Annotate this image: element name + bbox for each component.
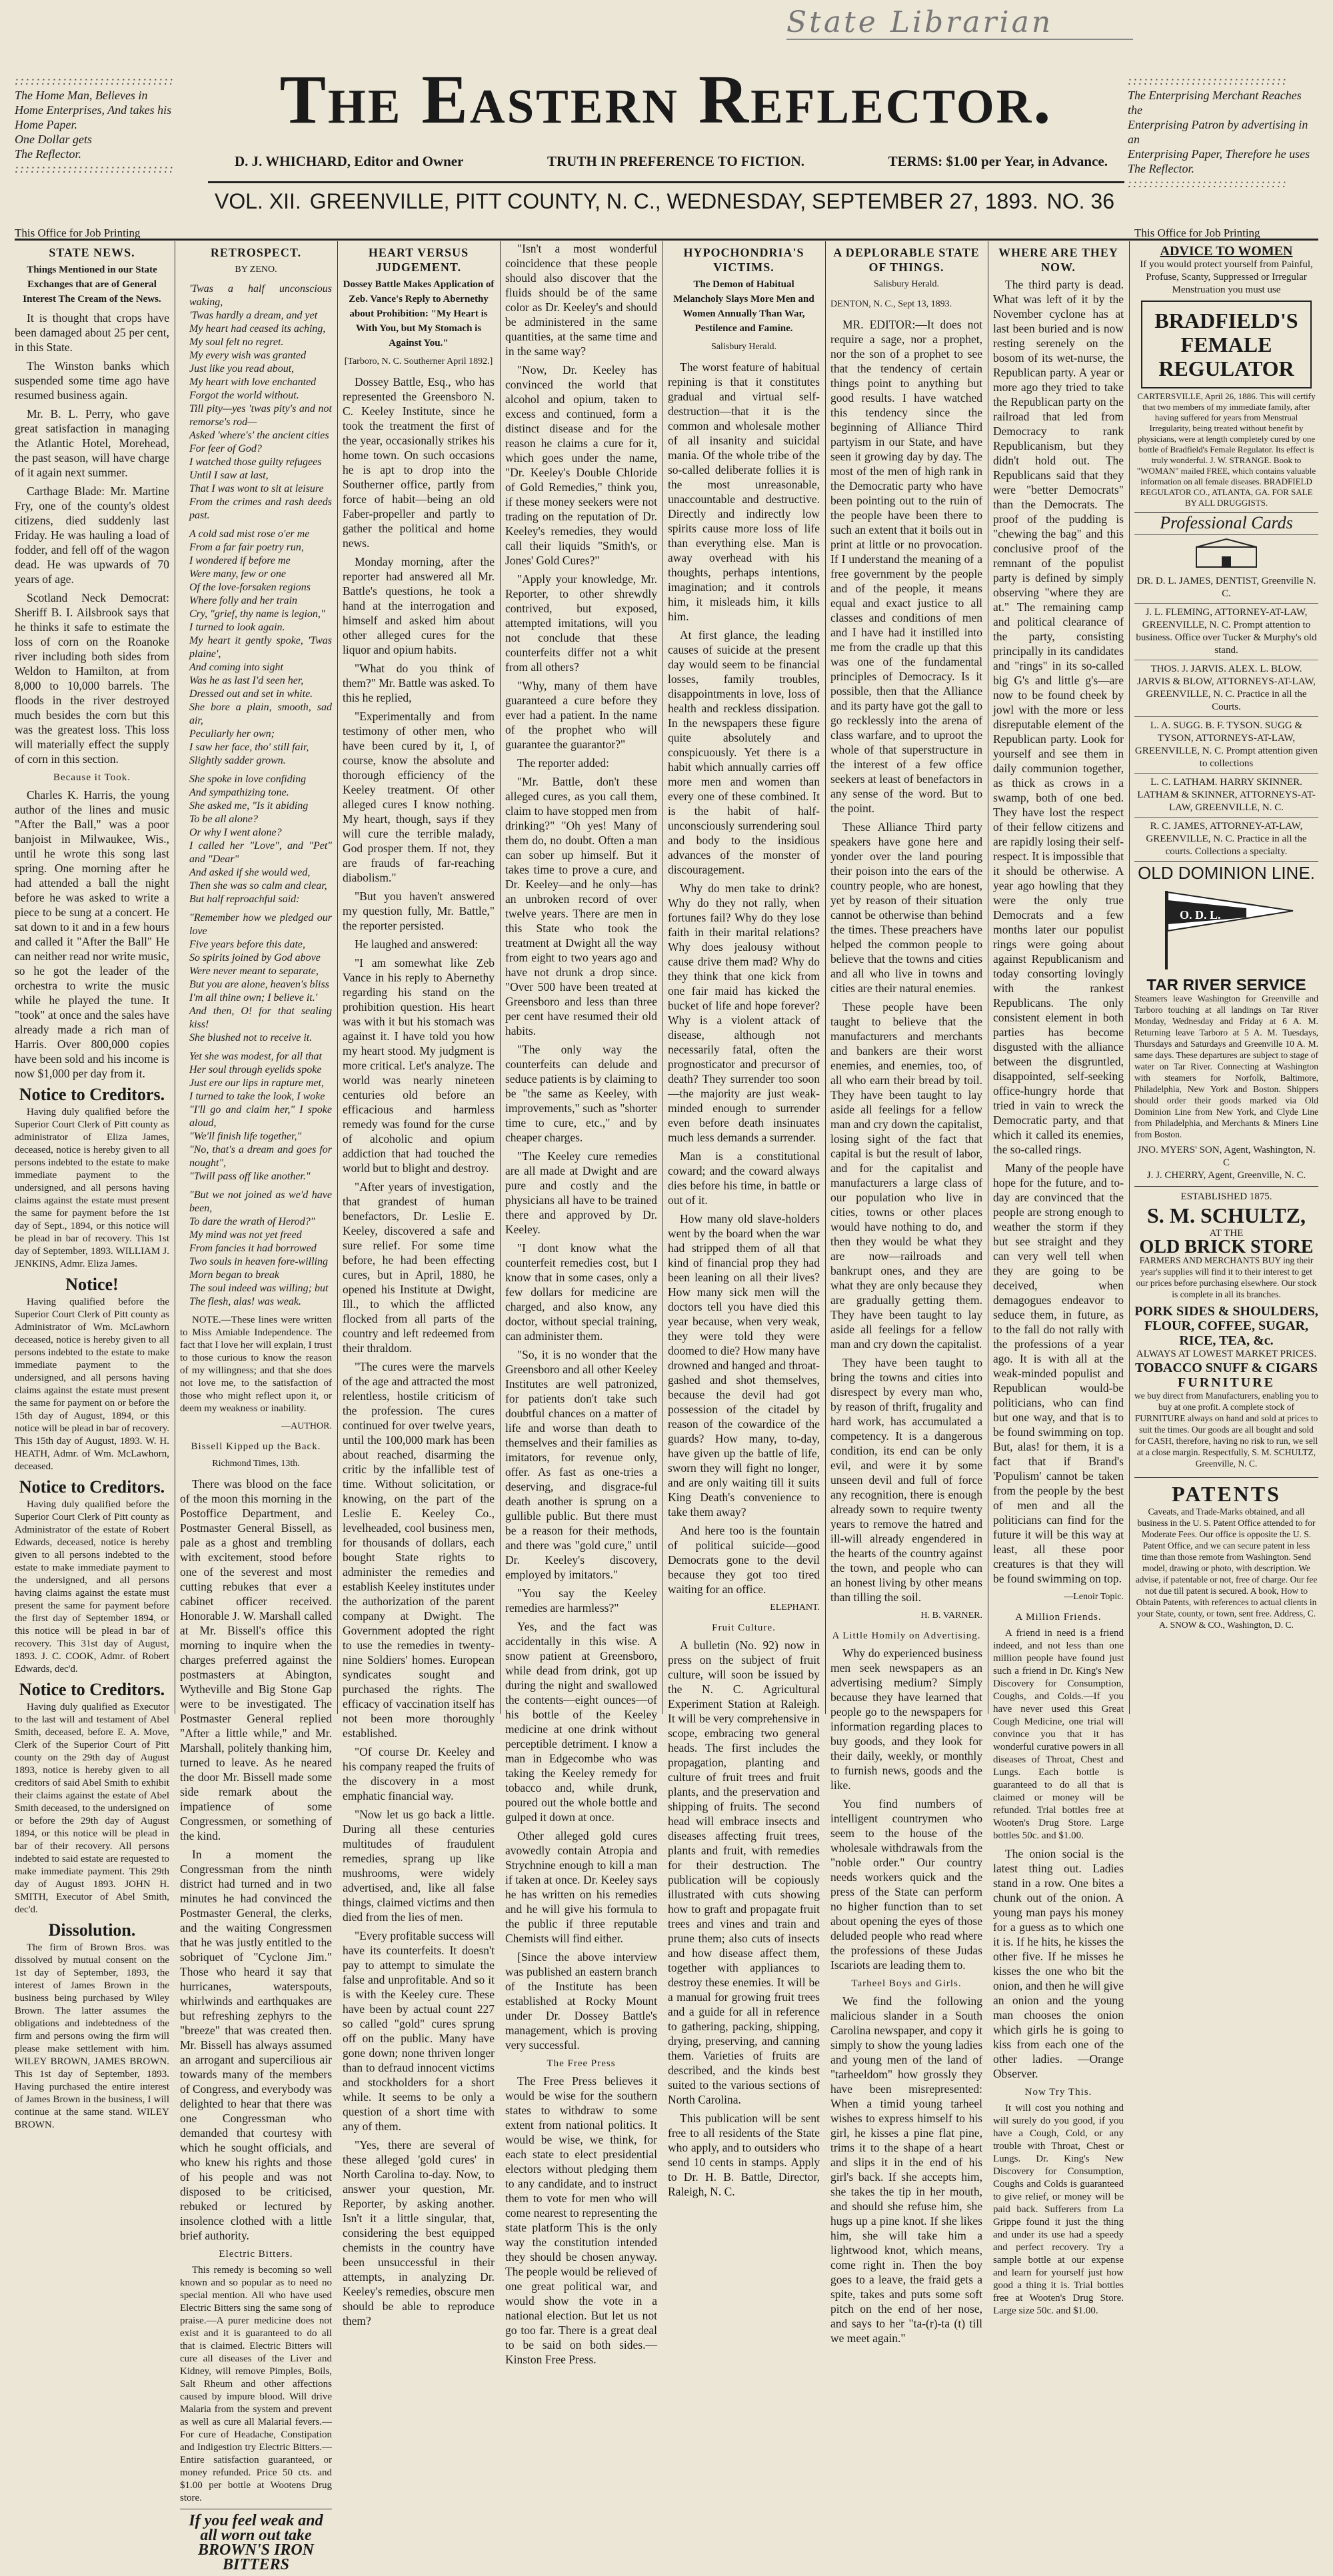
paragraph: Carthage Blade: Mr. Martine Fry, one of the county's oldest citizens, died suddenly last Friday. He was hauling a load of fodder, and fell off of the wagon dead. He was upwards of 70 years of age. (15, 484, 169, 586)
notice-title: Notice to Creditors. (19, 1085, 165, 1104)
job-printing-left: This Office for Job Printing (15, 227, 141, 239)
article-heading: A Million Friends. (1015, 1612, 1102, 1622)
flag-label: O. D. L. (1180, 908, 1221, 922)
column-divider (1129, 241, 1130, 1714)
author-sign: ELEPHANT. (770, 1603, 820, 1612)
poem-line: "Remember how we pledged our love (189, 912, 332, 937)
masthead-rule (208, 181, 1124, 183)
article-heading: Tarheel Boys and Girls. (851, 1978, 962, 1989)
schultz-goods: FURNITURE (1178, 1375, 1275, 1390)
ear-dots: :::::::::::::::::::::::::::::: (1128, 74, 1288, 87)
issue-number: NO. 36 (1046, 189, 1114, 213)
notice-title: Notice! (65, 1275, 119, 1294)
professional-card (1134, 534, 1318, 603)
poem-line: She bore a plain, smooth, sad air, (189, 702, 332, 726)
paragraph: Charles K. Harris, the young author of the lines and music "After the Ball," was a poor banjoist in Milwaukee, Wis., until he wrote this song last spring. One morning after he had attended a ball the night before he was asked to write a piece to be sung at a concert. He sat down to it and in a few hours and called it "After the Ball" He can neither read nor write music, so he got the leader of the orchestra to write the music while he played the tune. It "took" at once and the sales have already made a rich man of Harris. Over 800,000 copies have been sold and his income is now $1,000 per day from it. (15, 788, 169, 1080)
poem-stanza (189, 283, 332, 522)
poem-stanza (189, 1050, 332, 1183)
schultz-text: we buy direct from Manufacturers, enabling you to buy at one profit. A complete stock of FURNITURE always on hand and sold at prices to suit the times. Our goods are all bought and sold for CASH, therefore, having no risk to run, we sell at a close margin. Respectfully, S. M. SCHULTZ, Greenville, N. C. (1134, 1391, 1318, 1469)
ear-dots: :::::::::::::::::::::::::::::: (15, 74, 175, 87)
paragraph: "The Keeley cure remedies are all made at Dwight and are pure and costly and the physicians all have to be trained there and approved by Dr. Keeley. (505, 1149, 657, 1236)
paragraph: This publication will be sent free to all residents of the State who apply, and to outsiders who send 10 cents in stamps. Apply to Dr. H. B. Battle, Director, Raleigh, N. C. (668, 2112, 820, 2198)
paragraph: The worst feature of habitual repining is that it constitutes gradual and virtual self-destruction—that it is the common and wholesale mother of all insanity and suicidal mania. Of the whole tribe of the so-called deliberate follies it is the most unreasonable, unaccountable and destructive. Directly and indirectly low spirits cause more loss of life than everything else. Man is away overhead with his thoughts, perhaps intentions, imagination; and it controls him, it misleads him, it kills him. (668, 360, 820, 623)
column-4 (505, 241, 657, 2366)
poem-line: "We'll finish life together," (189, 1131, 302, 1142)
bradfield-line: FEMALE (1180, 332, 1272, 356)
poem-line: Slightly sadder grown. (189, 755, 286, 766)
article-heading: Because it Took. (53, 772, 131, 783)
article-dateline: DENTON, N. C., Sept 13, 1893. (830, 299, 952, 309)
paragraph: Why do men take to drink? Why do they not rally, when fortunes fail? Why do they lose faith in their marital relations? Why does jealousy without cause drive them mad? Why do they think that one kick from one fair maid has kicked the bucket of life and hope forever? Why is a violent attack of disease, although not necessarily fatal, often the prognosticator and precursor of death? They surrender too soon—the majority are just weak-minded enough to surrender even before death insinuates much less demands a surrender. (668, 882, 820, 1144)
professional-heading: Professional Cards (1134, 512, 1318, 530)
poem-line: Cry, "grief, thy name is legion," (189, 608, 325, 620)
poem-line: And coming into sight (189, 662, 283, 673)
poem-stanza (189, 528, 332, 768)
paragraph: MR. EDITOR:—It does not require a sage, nor a prophet, nor the son of a prophet to see that the tendency of certain things point to anything but good results. I have watched this tendency since the beginning of Alliance Third partyism in our State, and have seen it growing day by day. The most of the men of high rank in the Democratic party who have been pointing out to the ruin of the people have been there to such an extent that it boils out in print at little or no provocation. If I understand the meaning of a free government by the people and of the people, it means equal and exact justice to all classes and conditions of men and I have had it instilled into me from the cradle up that this was one of the fundamental principles of Democracy. Is it possible, then that the Alliance and its party have got the gall to go recklessly into the arena of class warfare, and to uproot the whole of that superstructure in the interest of a few office seekers at least of benefactors in any sense of the word. But to the point. (830, 318, 982, 815)
poem-line: I saw her face, tho' still fair, (189, 742, 309, 753)
professional-card: THOS. J. JARVIS. ALEX. L. BLOW. JARVIS & BLOW, ATTORNEYS-AT-LAW, GREENVILLE, N. C. Practice in all the Courts. (1134, 660, 1318, 716)
paragraph: "So, it is no wonder that the Greensboro and all other Keeley Institutes are well patronized, for patients don't take such doubtful chances on a matter of life and worse than death to themselves and their families as imitators, for revenue only, offer. As fast as one-tries a deserving, and disgrace-ful death another is sprung on a gullible public. But there must be a reason for their methods, and there was "gold cure," until Dr. Keeley's discovery, employed by imitators." (505, 1348, 657, 1581)
newspaper-page (15, 27, 1318, 2573)
author-sign: —Lenoir Topic. (1064, 1592, 1124, 1602)
column-divider (337, 241, 338, 1714)
section-heading: HYPOCHONDRIA'S VICTIMS. (683, 246, 804, 274)
section-heading: A DEPLORABLE STATE OF THINGS. (833, 246, 980, 274)
paragraph: "Every profitable success will have its counterfeits. It doesn't pay to attempt to simulate the false and unprofitable. And so it is with the Keeley cure. These have been by actual count 227 so called "gold" cures sprung off on the public. Many have gone down; none thriven longer than to defraud innocent victims and stockholders for a short while. It seems to be only a question of a short time with any of them. (343, 1929, 495, 2133)
paragraph: "Now let us go back a little. During all these centuries multitudes of fraudulent remedies, sprang up like mushrooms, were widely advertised, and, like all false things, claimed victims and then died from the lies of men. (343, 1808, 495, 1924)
poem-line: The flesh, alas! was weak. (189, 1296, 301, 1307)
dateline (215, 189, 1114, 214)
paragraph: Mr. B. L. Perry, who gave great satisfaction in managing the Atlantic Hotel, Morehead, the past season, will have charge of it again next summer. (15, 407, 169, 479)
poem-line: Five years before this date, (189, 939, 306, 950)
dominion-heading: OLD DOMINION LINE. (1138, 863, 1315, 883)
professional-card: J. L. FLEMING, ATTORNEY-AT-LAW, GREENVILLE, N. C. Prompt attention to business. Office over Tucker & Murphy's old stand. (1134, 603, 1318, 660)
poem-line: She asked me, "Is it abiding (189, 800, 309, 812)
schultz-at: AT THE (1209, 1228, 1244, 1239)
poem-line: So spirits joined by God above (189, 952, 321, 964)
schultz-text: FARMERS AND MERCHANTS BUY ing their year's supplies will find it to their interest to get our prices before purchasing elsewhere. Our stock is complete in all its branches. (1136, 1255, 1317, 1299)
paragraph: Scotland Neck Democrat: Sheriff B. I. Ailsbrook says that he thinks it safe to estimate the loss of corn on the Roanoke river including both sides from Weldon to Hamilton, at from 8,000 to 10,000 barrels. The floods in the river destroyed much besides the corn but this was the greatest loss. This loss will materially effect the supply of corn in this section. (15, 591, 169, 766)
paragraph: "I am somewhat like Zeb Vance in his reply to Abernethy regarding his stand on the prohibition question. His heart was with it but his stomach was against it. I have told you how my heart stood. My judgment is more critical. Let's analyze. The world was nearly nineteen centuries old before an efficacious and harmless remedy was found for the curse of alcoholic and opium addiction that had touched the world but to blight and destroy. (343, 956, 495, 1175)
paragraph: At first glance, the leading causes of suicide at the present day would seem to be financial losses, family troubles, disappointments in love, loss of health and reckless dissipation. In the newspapers these figure quite absolutely and conspicuously. Yet there is a habit which annually carries off more men and women than every one of these combined. It is the habit of half-unconsciously surrendering soul and body to the insidious advances of the monster of discouragement. (668, 628, 820, 876)
poem-line: Her soul through eyelids spoke (189, 1064, 322, 1075)
paragraph: "But you haven't answered my question fully, Mr. Battle," the reporter persisted. (343, 890, 495, 932)
old-dominion-ad (1134, 861, 1318, 1186)
paragraph: And here too is the fountain of political suicide—good Democrats gone to the devil because they got too tired waiting for an office. (668, 1524, 820, 1596)
poem-line: Asked 'where's' the ancient cities (189, 430, 329, 441)
poem-line: My soul felt no regret. (189, 336, 284, 348)
poem-line: My heart with love enchanted (189, 376, 317, 388)
schultz-established: ESTABLISHED 1875. (1180, 1191, 1272, 1202)
ear-dots: :::::::::::::::::::::::::::::: (1128, 177, 1288, 190)
article-heading: Now Try This. (1024, 2087, 1092, 2098)
agent: J. J. CHERRY, Agent, Greenville, N. C. (1146, 1170, 1306, 1181)
notice-title: Notice to Creditors. (19, 1680, 165, 1699)
schultz-goods: FLOUR, COFFEE, SUGAR, (1144, 1319, 1309, 1333)
paragraph: "Now, Dr. Keeley has convinced the world that alcohol and opium, taken to excess and continued, form a distinct disease and for the reason he claims a cure for it, which goes under the name, "Dr. Keeley's Double Chloride of Gold Remedies," think you, if these money seekers were not trading on the reputation of Dr. Keeley's remedies, they would call their liquids "Smith's, or Jones' Gold Cures?" (505, 363, 657, 567)
poem-stanza (189, 1189, 332, 1309)
section-subhead: Things Mentioned in our State Exchanges that are of General Interest The Cream of the News. (23, 265, 161, 305)
author-sign: H. B. VARNER. (920, 1610, 982, 1620)
right-ear (1128, 73, 1314, 191)
author-note: NOTE.—These lines were written to Miss Amiable Independence. The fact that I love her will explain, I trust to those curious to know the reason of my willingness; and that she does not love me, to the satisfaction of those who might reflect upon it, or deem my weakness or inability. (180, 1315, 332, 1414)
bradfield-line: REGULATOR (1158, 356, 1294, 380)
paragraph: This remedy is becoming so well known and so popular as to need no special mention. All who have used Electric Bitters sing the same song of praise.—A purer medicine does not exist and it is guaranteed to do all that is claimed. Electric Bitters will cure all diseases of the Liver and Kidney, will remove Pimples, Boils, Salt Rheum and other affections caused by impure blood. Will drive Malaria from the system and prevent as well as cure all Malarial fevers.—For cure of Headache, Constipation and Indigestion try Electric Bitters.—Entire satisfaction guaranteed, or money refunded. Price 50 cts. and $1.00 per bottle at Wootens Drug store. (180, 2265, 332, 2503)
poem-line: From fancies it had borrowed (189, 1243, 317, 1254)
poem-line: I wondered if before me (189, 555, 291, 566)
notice-title: Dissolution. (48, 1920, 136, 1940)
paragraph: Yes, and the fact was accidentally in this wise. A snow patient at Greensboro, while dead from drink, got up during the night and swallowed the contents—eight ounces—of his bottle of the Keeley medicine at one drink without perceptible detriment. I know a man in Edgecombe who was taking the Keeley remedy for tobacco and, while drunk, poured out the whole bottle and gulped it down at once. (505, 1620, 657, 1824)
paragraph: They have been taught to bring the towns and cities into disrespect by every man who, by reason of thrift, frugality and hard work, has accumulated a competency. It is a dangerous condition, its end can be only evil, and were it by some unseen devil and full of force any recognition, there is enough already sown to require twenty years to remove the hatred and ill-will already engendered in the hearts of the country against the town, and people who can an honest living by other means than tilling the soil. (830, 1356, 982, 1604)
column-divider (825, 241, 826, 1714)
paragraph: There was blood on the face of the moon this morning in the Postoffice Department, and Postmaster General Bissell, as pale as a ghost and trembling with excitement, stood before one of the severest and most cutting rebukes that ever a cabinet officer received. Honorable J. W. Marshall called at Mr. Bissell's office this morning to inquire when the charges preferred against the postmasters at Abington, Wytheville and Big Stone Gap were to be investigated. The Postmaster General replied "After a little while," and Mr. Marshall, politely thanking him, turned to leave. As he neared the door Mr. Bissell made some side remark about the impatience of some Congressmen, or something of the kind. (180, 1477, 332, 1842)
schultz-goods: ALWAYS AT LOWEST MARKET PRICES. (1136, 1349, 1317, 1359)
poem-line: From the crimes and rash deeds past. (189, 496, 332, 521)
poem-line: I watched those guilty refugees (189, 456, 322, 468)
professional-card: R. C. JAMES, ATTORNEY-AT-LAW, GREENVILLE, N. C. Practice in all the courts. Collections a specialty. (1134, 817, 1318, 861)
article-source: Richmond Times, 13th. (212, 1459, 300, 1469)
section-subhead: Dossey Battle Makes Application of Zeb. Vance's Reply to Abernethy about Prohibition: "My Heart is With You, but My Stomach is Against You." (343, 279, 495, 348)
column-divider (500, 241, 501, 1714)
masthead-title: The Eastern Reflector. (279, 61, 1053, 138)
columns-top-rule (15, 239, 1318, 241)
paragraph: The onion social is the latest thing out. Ladies stand in a row. One bites a chunk out of the onion. A young man pays his money for a guess as to which one it is. If he hits, he kisses the other five. If he misses he kisses the one who bit the onion, and then he will give an onion and the young man chooses the onion which girls he is going to kiss from each one of the other ladies. —Orange Observer. (993, 1847, 1124, 2080)
article-source: [Tarboro, N. C. Southerner April 1892.] (344, 356, 493, 366)
column-1 (15, 241, 169, 2130)
poem-line: Where folly and her train (189, 595, 298, 606)
ear-line: The Reflector. (1128, 162, 1194, 175)
column-7 (993, 241, 1124, 2316)
column-3 (343, 241, 495, 2327)
paragraph: The third party is dead. What was left of it by the November cyclone has at last been buried and is now resting serenely on the bosom of its wet-nurse, the Republican party. A year or more ago they tried to take the Republican party on the railroad that led from Democracy to rank Republicanism, but they didn't hold out. The Republicans said that they were "better Democrats" than the Democrats. The proof of the pudding is "chewing the bag" and this conclusive proof of the remnant of the populist party is defined by simply observing "where they are at." The remaining camp and political clearance of the party, consisting principally in its candidates and "rings" in its so-called big G's and little g's—are now to be found cheek by jowl with the more or less disreputable element of the Republican party. Look for yourself and see them in daily communion together, as thick as crows in a swamp, both of one bed. They have lost the respect of their fellow citizens and are rapidly losing their self-respect. It is impossible that it should be otherwise. A year ago howling that they were the only true Democrats and a few months later our populist rings were going about against Republicanism and today consorting lovingly with the rankest Republicans. The only consistent element in both parties has become disgusted with the alliance between the disgruntled, disappointed, self-seeking office-hungry horde that tried in vain to wreck the Democratic party, and that which it called its enemies, the so-called rings. (993, 278, 1124, 1156)
poem-stanza (189, 912, 332, 1045)
paragraph: "Experimentally and from testimony of other men, who have been cured by it, I, of course, know the absolute and thorough efficiency of the Keeley treatment. Of other alleged cures I know nothing. My heart, though, says if they will cure the terrible malady, God prosper them. If not, they are frauds of far-reaching diabolism." (343, 710, 495, 884)
poem-line: "No, that's a dream and goes for nought", (189, 1144, 332, 1169)
poem-line: "But we not joined as we'd have been, (189, 1189, 332, 1214)
poem-line: But half reproachful said: (189, 894, 300, 905)
paragraph: The reporter added: (517, 756, 609, 770)
poem-line: She blushed not to receive it. (189, 1032, 313, 1043)
paragraph: A friend in need is a friend indeed, and not less than one million people have found just such a friend in Dr. King's New Discovery for Consumption, Coughs, and Colds.—If you have never used this Great Cough Medicine, one trial will convince you that it has wonderful curative powers in all diseases of Throat, Chest and Lungs. Each bottle is guaranteed to do all that is claimed or money will be refunded. Trial bottles free at Wooten's Drug Store. Large bottles 50c. and $1.00. (993, 1628, 1124, 1841)
notice-text: Having duly qualified as Executor to the last will and testament of Abel Smith, deceased, before E. A. Move, Clerk of the Superior Court of Pitt county on the 29th day of August 1893, notice is hereby given to all creditors of said Abel Smith to exhibit their claims against the estate of Abel Smith deceased, to the undersigned on or before the 29th day of August 1894, or this notice will be plead in bar of their recovery. All persons indebted to said estate are requested to make immediate payment. This 29th day of August 1893. JOHN H. SMITH, Executor of Abel Smith, dec'd. (15, 1702, 169, 1915)
column-8-ads (1134, 241, 1318, 1714)
poem-line: Then she was so calm and clear, (189, 880, 327, 892)
tar-river-heading: TAR RIVER SERVICE (1146, 976, 1306, 994)
section-subhead: The Demon of Habitual Melancholy Slays More Men and Women Annually Than War, Pestilence and Famine. (673, 279, 814, 334)
paragraph: Other alleged gold cures avowedly contain Atropia and Strychnine enough to kill a man if taken at once. Dr. Keeley says he has written on his remedies and he will give his formula to the public if three reputable Chemists will find either. (505, 1829, 657, 1945)
paragraph: "You say the Keeley remedies are harmless?" (505, 1587, 657, 1614)
notice-text: Having duly qualified before the Superior Court Clerk of Pitt county as administrator of Eliza James, deceased, notice is hereby given to all persons indebted to the estate to make immediate payment to the undersigned, and all persons having claims against the estate must present the same for payment before the 1st day of Sept., 1894, or this notice will be plead in bar of recovery. This 1st day of September, 1893. WILLIAM J. JENKINS, Admr. Eliza James. (15, 1107, 169, 1269)
schultz-store: OLD BRICK STORE (1139, 1237, 1314, 1257)
paragraph: The Free Press believes it would be wise for the southern states to withdraw to some extent from national politics. It would be wise, we think, for each state to elect presidential electors without pledging them to any candidate, and to instruct them to vote for men who will come nearest to representing the state platform This is the only way the constitution intended they should be chosen anyway. The people would be relieved of one great political war, and would show the vote in a national election. But let us not go too far. There is a great deal to be said on both sides.—Kinston Free Press. (505, 2074, 657, 2366)
paragraph: He laughed and answered: (355, 938, 479, 951)
poem-line: 'Twas hardly a dream, and yet (189, 310, 318, 321)
bradfield-text: CARTERSVILLE, April 26, 1886. This will certify that two members of my immediate family, after having suffered for years from Menstrual Irregularity, being treated without benefit by physicians, were at length completely cured by one bottle of Bradfield's Female Regulator. Its effect is truly wonderful. J. W. STRANGE. Book to "WOMAN" mailed FREE, which contains valuable information on all female diseases. BRADFIELD REGULATOR CO., ATLANTA, GA. FOR SALE BY ALL DRUGGISTS. (1136, 391, 1316, 508)
notice-text: Having qualified before the Superior Court Clerk of Pitt county as Administrator of Wm. McLawhorn deceased, notice is hereby given to all persons indebted to the estate to make immediate payment to the undersigned, and all persons having claims against the estate must present the same for payment on or before the 15th day of August, 1894, or this notice will be plead in bar of recovery. This 15th day of August, 1893. W. H. HEATH, Admr. of Wm. McLawhorn, deceased. (15, 1297, 169, 1472)
poem-line: Till pity—yes 'twas pity's and not remorse's rod— (189, 403, 332, 428)
poem-line: My every wish was granted (189, 350, 307, 361)
poem-line: Of the love-forsaken regions (189, 582, 311, 593)
article-heading: The Free Press (547, 2058, 616, 2069)
paragraph: How many old slave-holders went by the board when the war had stripped them of all that kind of financial prop they had been leaning on all their lives? How many sick men will the doctors tell you have died this year because, when very weak, they were told they were doomed to die? How many have drowned and hanged and throat-gashed and shot themselves, because the devil had got possession of the citadel by reason of the cowardice of the guards? How many, to-day, have given up the battle of life, sworn they will fight no longer, and are only waiting till it suits King Death's convenience to take them away? (668, 1212, 820, 1519)
ear-line: Enterprising Patron by advertising in an (1128, 118, 1308, 146)
poem-line: 'Twas a half unconscious waking, (189, 283, 332, 308)
paragraph: These people have been taught to believe that the manufacturers and merchants and bankers are their worst enemies, and enemies, too, of all who earn their bread by toil. They have been taught to lay aside all feelings for a fellow man and cry down the capitalist, losing sight of the fact that capital is but the result of labor, and for the capitalist and manufacturers a large class of our population who live in cities, towns or other places would have nothing to do, and then they would be what they are now—railroads and bankrupt ones, and they are what they are only because they are gradually getting them. They have been taught to lay aside all feelings for a fellow man and cry down the capitalist. (830, 1000, 982, 1351)
poem-line: To dare the wrath of Herod?" (189, 1216, 315, 1227)
paragraph: Why do experienced business men seek newspapers as an advertising medium? Simply because they have learned that people go to the newspapers for information regarding places to buy goods, and they look for their daily, weekly, or monthly to furnish news, goods and the like. (830, 1646, 982, 1792)
ear-dots: :::::::::::::::::::::::::::::: (15, 162, 175, 175)
paragraph: Man is a constitutional coward; and the coward always dies before his time, in battle or out of it. (668, 1149, 820, 1207)
poem-line: I turned to take the look, I woke (189, 1091, 325, 1102)
bradfield-line: BRADFIELD'S (1154, 309, 1298, 332)
professional-card: L. C. LATHAM. HARRY SKINNER. LATHAM & SKINNER, ATTORNEYS-AT-LAW, GREENVILLE, N. C. (1134, 773, 1318, 817)
poem-line: Until I saw at last, (189, 470, 269, 481)
poem-line: Was he as last I'd seen her, (189, 675, 304, 686)
librarian-signature: State Librarian (786, 5, 1133, 40)
poem-line: Dressed out and set in white. (189, 688, 313, 700)
paragraph: "Isn't a most wonderful coincidence that these people should also discover that the fluids should be of the same color as Dr. Keeley's and should be administered in the same quantities, at the same time and in the same way? (505, 242, 657, 358)
left-ear (15, 73, 201, 176)
paragraph: In a moment the Congressman from the ninth district had turned and in two minutes he had convinced the Postmaster General, the clerks, and the waiting Congressmen that he was justly entitled to the sobriquet of "Cyclone Jim." Those who heard it say that hurricanes, waterspouts, whirlwinds and earthquakes are but refreshing zephyrs to the "breeze" that was created then. Mr. Bissell has always assumed an arrogant and supercilious air towards many of the members of Congress, and everybody was delighted to hear that there was one Congressman who demanded that courtesy with which he sought officials, and who knew his rights and those of his people and was not disposed to be criticised, rebuked or lectured by insolence clothed with a little brief authority. (180, 1848, 332, 2242)
poem-line: My heart had ceased its aching, (189, 323, 326, 334)
paragraph: "Yes, there are several of these alleged 'gold cures' in North Carolina to-day. Now, to answer your question, Mr. Reporter, by asking another. Isn't it a little singular, that, considering the best equipped chemists in the country have been unsuccessful in their attempts, in analyzing Dr. Keeley's remedies, obscure men should be able to reproduce them? (343, 2138, 495, 2327)
paragraph: "Mr. Battle, don't these alleged cures, as you call them, claim to have stopped men from drinking?" "Oh yes! Many of them do, no doubt. Often a man can sober up himself. But it takes time to prove a cure, and Dr. Keeley—and he only—has an unbroken record of over twelve years. There are men in this State who took the treatment at Dwight all the way from eight to two years ago and have not drunk a drop since. "Over 500 have been treated at Greensboro and less than three per cent have resumed their old habits. (505, 775, 657, 1037)
ear-line: The Reflector. (15, 147, 81, 161)
patents-ad (1134, 1477, 1318, 1638)
patents-heading: PATENTS (1172, 1482, 1281, 1506)
poem-line: My heart it gently spoke, 'Twas plaine', (189, 635, 332, 660)
terms: TERMS: $1.00 per Year, in Advance. (888, 153, 1108, 169)
ear-line: Home Enterprises, And takes his (15, 103, 172, 117)
poem-line: And sympathizing tone. (189, 787, 289, 798)
poem-line: Peculiarly her own; (189, 728, 275, 740)
section-heading: STATE NEWS. (49, 246, 135, 259)
poem-line: Just ere our lips in rapture met, (189, 1077, 324, 1089)
column-6 (830, 241, 982, 2345)
poem-line: A cold sad mist rose o'er me (189, 528, 310, 540)
poem-line: Two souls in heaven fore-willing (189, 1256, 328, 1267)
paragraph: You find numbers of intelligent countrymen who seem to the house of the wholesale withdrawals from the "noble order." Our country needs workers quick and the press of the State can perform no higher function than to set about opening the eyes of those deluded people who read where the professions of these Judas Iscariots are leading them to. (830, 1797, 982, 1972)
section-heading: HEART VERSUS JUDGEMENT. (368, 246, 469, 274)
article-source: Salisbury Herald. (711, 342, 776, 352)
motto: TRUTH IN PREFERENCE TO FICTION. (547, 153, 805, 169)
advice-text: If you would protect yourself from Painful, Profuse, Scanty, Suppressed or Irregular Menstruation you must use (1140, 259, 1313, 295)
schultz-name: S. M. SCHULTZ, (1147, 1203, 1306, 1227)
bradfield-box (1141, 301, 1312, 388)
ear-line: The Home Man, Believes in (15, 89, 148, 102)
schultz-goods: TOBACCO SNUFF & CIGARS (1135, 1361, 1318, 1375)
tar-river-text: Steamers leave Washington for Greenville and Tarboro touching at all landings on Tar River Monday, Wednesday and Friday at 6 A. M. Returning leave Tarboro at 5 A. M. Tuesdays, Thursdays and Saturdays and Greenville 10 A. M. same days. These departures are subject to stage of water on Tar River. Connecting at Washington with steamers for Norfolk, Baltimore, Philadelphia, New York and Boston. Shippers should order their goods marked via Old Dominion Line from New York, and Clyde Line from Philadelphia, and Merchants & Miners Line from Boston. (1134, 993, 1318, 1139)
byline: BY ZENO. (235, 265, 277, 275)
paragraph: "Of course Dr. Keeley and his company reaped the fruits of the discovery in a most emphatic financial way. (343, 1745, 495, 1802)
article-heading: Bissell Kipped up the Back. (191, 1441, 321, 1452)
poem-line: I'm all thine own; I believe it.' (189, 992, 318, 1003)
notice-text: The firm of Brown Bros. was dissolved by mutual consent on the 1st day of September, 1893, the interest of James Brown in the business being purchased by Wiley Brown. The latter assumes the obligations and indebtedness of the firm and persons owing the firm will please make settlement with him. WILEY BROWN, JAMES BROWN. This 1st day of September, 1893. Having purchased the entire interest of James Brown in the business, I will continue at the same stand. WILEY BROWN. (15, 1942, 169, 2130)
poem-line: Or why I went alone? (189, 827, 282, 838)
ear-line: One Dollar gets (15, 133, 92, 146)
job-printing-right: This Office for Job Printing (1134, 227, 1260, 239)
poem-line: Morn began to break (189, 1269, 279, 1281)
notice-text: Having duly qualified before the Superior Court Clerk of Pitt county as Administrator of the estate of Robert Edwards, deceased, notice is hereby given to all persons indebted to the estate to make immediate payment to the undersigned, and all persons having claims against the estate must present the same for payment before the first day of September 1894, or this notice will be plead in bar of recovery. This 31st day of August, 1893. J. C. COOK, Admr. of Robert Edwards, dec'd. (15, 1499, 169, 1674)
paragraph: Monday morning, after the reporter had answered all Mr. Battle's questions, he took a hand at the interrogation and himself and asked him about other alleged cures for the liquor and opium habits. (343, 555, 495, 656)
paragraph: "The cures were the marvels of the age and attracted the most relentless, hostile criticism of the profession. The cures continued for over twelve years, until the 100,000 mark has been about reached, disarming the critic by the infallible test of time. Without solicitation, or knowing, on the part of the Leslie E. Keeley Co., levelheaded, cool business men, for thousands of dollars, each bought State rights to administer the remedies and establish Keeley institutes under the authorization of the parent company at Dwight. The Government adopted the right to use the remedies in twenty-nine Soldiers' homes. European syndicates sought and purchased the rights. The efficacy of vaccination itself has not been more thoroughly established. (343, 1360, 495, 1740)
bradfield-name (1142, 305, 1310, 384)
poem-line: Were many, few or one (189, 568, 287, 580)
place-date: GREENVILLE, PITT COUNTY, N. C., WEDNESDAY, SEPTEMBER 27, 1893. (309, 189, 1038, 213)
poem-line: I called her "Love", and "Pet" and "Dear" (189, 840, 332, 865)
poem-line: And asked if she would wed, (189, 867, 311, 878)
columns (15, 241, 1318, 2573)
paragraph: It is thought that crops have been damaged about 25 per cent, in this State. (15, 311, 169, 354)
author-sign: —AUTHOR. (281, 1421, 332, 1431)
poem-line: "I'll go and claim her," I spoke aloud, (189, 1104, 332, 1129)
paragraph: Many of the people have hope for the future, and to-day are convinced that the people are strong enough to weather the storm if they but see straight and they can very well tell when they are going to be deceived, when demagogues endeavor to seduce them, in future, as to the fall do not rally with the professions of a year ago. It is with all at the weak-minded populist and Republican would-be politicians, who can find but one way, and that is to be found swimming on top. But, alas! for them, it is a fact that if Brand's 'Populism' cannot be taken from the people by the best of men and all the politicians can find for the future it will be this way at least, all these poor creatures is that they will be found swimming on top. (993, 1161, 1124, 1585)
section-heading: RETROSPECT. (210, 246, 302, 259)
card-text: DR. D. L. JAMES, DENTIST, Greenville N. C. (1136, 576, 1316, 599)
paragraph: Dossey Battle, Esq., who has represented the Greensboro N. C. Keeley Institute, since he took the treatment the first of the year, occasionally strikes his home town. On such occasions he is apt to drop into the Southerner office, partly from force of habit—being an old Faber-propeller and partly to gather the political and home news. (343, 375, 495, 550)
iron-bitters-ad: If you feel weak and all worn out take BROWN'S IRON BITTERS (180, 2509, 332, 2576)
dentist-building-icon (1190, 538, 1263, 571)
subheader (235, 153, 1108, 175)
poem-line: The soul indeed was willing; but (189, 1283, 329, 1294)
paragraph: [Since the above interview was published an eastern branch of the Institute has been established at Rocky Mount under Dr. Dossey Battle's management, which is proving very successful. (505, 1950, 657, 2052)
poem-line: My mind was not yet freed (189, 1229, 302, 1241)
volume: VOL. XII. (215, 189, 301, 213)
poem-line: From a far fair poetry run, (189, 542, 304, 553)
patents-text: Caveats, and Trade-Marks obtained, and all business in the U. S. Patent Office attended to for Moderate Fees. Our office is opposite the U. S. Patent Office, and we can secure patent in less time than those remote from Washington. Send model, drawing or photo, with description. We advise, if patentable or not, free of charge. Our fee not due till patent is secured. A book, How to Obtain Patents, with references to actual clients in your State, county, or town, sent free. Address, C. A. SNOW & CO., Washington, D. C. (1135, 1507, 1318, 1630)
schultz-ad (1134, 1186, 1318, 1477)
poem-line: For feer of God? (189, 443, 262, 454)
advice-heading: ADVICE TO WOMEN (1160, 244, 1293, 259)
paragraph: "What do you think of them?" Mr. Battle was asked. To this he replied, (343, 662, 495, 704)
poem-line: To be all alone? (189, 814, 258, 825)
paragraph: These Alliance Third party speakers have gone here and yonder over the land pouring their poison into the ears of the country people, who are honest, yet by reason of their situation cannot be otherwise than behind the times. These preachers have helped the common people to believe that the towns and cities and all who live in towns and cities are their natural enemies. (830, 820, 982, 995)
notice-title: Notice to Creditors. (19, 1477, 165, 1497)
poem-line: Were never meant to separate, (189, 966, 319, 977)
paragraph: "Why, many of them have guaranteed a cure before they ever had a patient. In the name of the prophet who will guarantee the guarantor?" (505, 679, 657, 751)
poem-line: I turned to look again. (189, 622, 285, 633)
paragraph: The Winston banks which suspended some time ago have resumed business again. (15, 359, 169, 402)
column-2 (180, 241, 332, 2573)
poem-line: "Twill pass off like another." (189, 1171, 311, 1182)
shipping-flag-icon (1153, 884, 1300, 971)
paragraph: It will cost you nothing and will surely do you good, if you have a Cough, Cold, or any trouble with Throat, Chest or Lungs. Dr. King's New Discovery for Consumption, Coughs and Colds is guaranteed to give relief, or money will be paid back. Sufferers from La Grippe found it just the thing and under its use had a speedy and perfect recovery. Try a sample bottle at our expense and learn for yourself just how good a thing it is. Trial bottles free at Wooten's Drug Store. Large size 50c. and $1.00. (993, 2103, 1124, 2316)
paragraph: "Apply your knowledge, Mr. Reporter, to other shrewdly contrived, but exposed, attempted imitations, will you not conclude that these counterfeits differ not a whit from all others? (505, 572, 657, 674)
paragraph: "After years of investigation, that grandest of human benefactors, Dr. Leslie E. Keeley, discovered a safe and sure relief. For some time before, he had been effecting cures, but in April, 1880, he opened his Institute at Dwight, Ill., to which the afflicted flocked from all parts of the country and left redeemed from their thraldom. (343, 1180, 495, 1355)
poem-stanza (189, 773, 332, 906)
paragraph: We find the following malicious slander in a South Carolina newspaper, and copy it simply to show the young ladies and young men of the land of "tarheeldom" how grossly they have been misrepresented: When a timid young tarheel wishes to express himself to his girl, he kisses a pine flat pine, trims it to the shape of a heart and slips it in the end of his girl's back. If she accepts him, she takes the tip in her mouth, and should she refuse him, she hugs up a pine knot. If she likes him, she will take him a lightwood knot, which means, come right in. Then the boy goes to a leave, the fraid gets a spite, takes and puts some soft pitch on the end of her nose, and says to her "ta-(r)-ta (t) till we meet again." (830, 1994, 982, 2345)
ear-line: Enterprising Paper, Therefore he uses (1128, 147, 1310, 161)
professional-card: L. A. SUGG. B. F. TYSON. SUGG & TYSON, ATTORNEYS-AT-LAW, GREENVILLE, N. C. Prompt attention given to collections (1134, 716, 1318, 773)
paragraph: "The only way the counterfeits can delude and seduce patients is by claiming to be "the same as Keeley, with improvements," such as "shorter time to cure, etc.," and by cheaper charges. (505, 1043, 657, 1144)
poem-line: And then, O! for that sealing kiss! (189, 1005, 332, 1030)
poem-line: But you are alone, heaven's bliss (189, 979, 329, 990)
article-source: Salisbury Herald. (874, 279, 939, 289)
poem-line: Just like you read about, (189, 363, 295, 374)
article-heading: Electric Bitters. (219, 2249, 293, 2259)
ear-line: The Enterprising Merchant Reaches the (1128, 89, 1302, 117)
editor-line: D. J. WHICHARD, Editor and Owner (235, 153, 464, 169)
ear-line: Home Paper. (15, 118, 77, 131)
poem-line: Yet she was modest, for all that (189, 1051, 322, 1062)
agent: JNO. MYERS' SON, Agent, Washington, N. C (1137, 1145, 1316, 1168)
poem-line: She spoke in love confiding (189, 774, 307, 785)
section-heading: WHERE ARE THEY NOW. (998, 246, 1118, 274)
schultz-goods: RICE, TEA, &c. (1179, 1333, 1274, 1348)
paragraph: A bulletin (No. 92) now in press on the subject of fruit culture, will soon be issued by the N. C. Agricultural Experiment Station at Raleigh. It will be very comprehensive in scope, embracing two general heads. The first includes the propagation, planting and culture of fruit trees and fruit plants, and the preservation and shipping of fruits. The second head will embrace insects and diseases affecting fruit trees, plants and fruit, with remedies for their destruction. The publication will be copiously illustrated with cuts showing how to graft and propagate fruit trees and vines and train and prune them; also cuts of insects and how disease affect them, together with appliances to destroy these enemies. It will be a manual for growing fruit trees and a guide for all in reference to gathering, packing, shipping, drying, preserving, and canning them. Varieties of fruits are described, and the kinds best suited to the various sections of North Carolina. (668, 1638, 820, 2106)
column-5 (668, 241, 820, 2198)
poem-line: Forgot the world without. (189, 390, 299, 401)
article-heading: Fruit Culture. (712, 1622, 776, 1633)
schultz-goods: PORK SIDES & SHOULDERS, (1134, 1304, 1318, 1319)
poem-line: That I was wont to sit at leisure (189, 483, 324, 494)
paragraph: "I dont know what the counterfeit remedies cost, but I know that in some cases, only a few dollars for medicine are charged, and also know, any doctor, without special training, can administer them. (505, 1241, 657, 1343)
article-heading: A Little Homily on Advertising. (832, 1630, 981, 1641)
